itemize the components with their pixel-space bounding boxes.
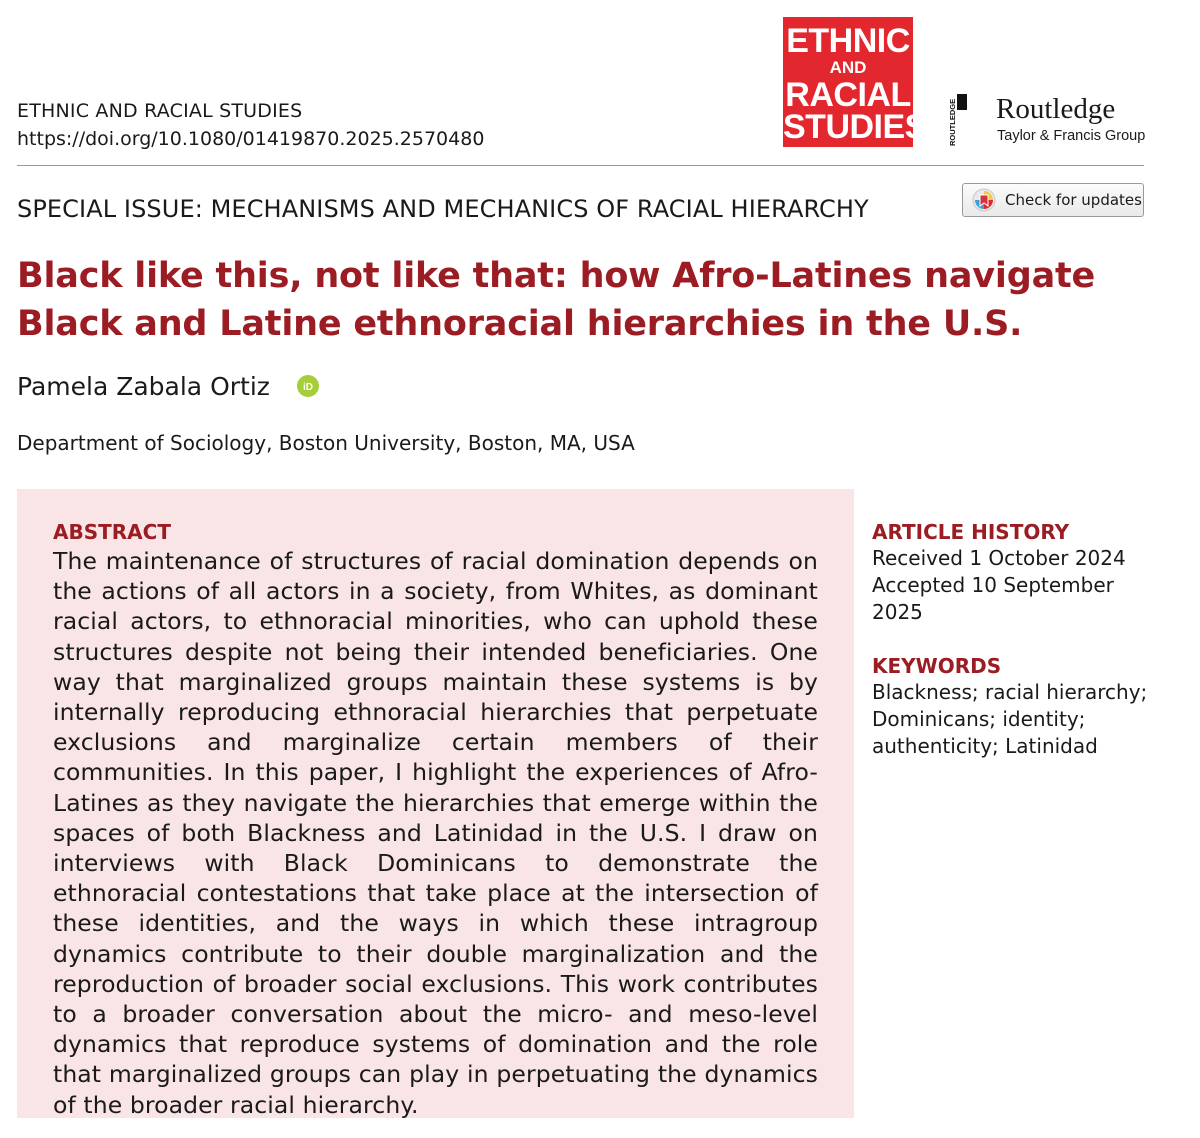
logo-line-studies: STUDIES — [783, 108, 927, 146]
special-issue-label: SPECIAL ISSUE: MECHANISMS AND MECHANICS OF RACIAL HIERARCHY — [17, 195, 869, 223]
accepted-date: Accepted 10 September 2025 — [872, 573, 1114, 624]
journal-logo — [783, 17, 927, 147]
abstract-text: The maintenance of structures of racial domination depends on the actions of all actors in a society, from Whites, as dominant racial actors, to ethnoracial minorities, who can uphold these structures despite not being their intended beneficiaries. One way that marginalized groups maintain these systems is by internally reproducing ethnoracial hierarchies that perpetuate exclusions and marginalize certain members of their communities. In this paper, I highlight the experiences of Afro-Latines as they navigate the hierarchies that emerge within the spaces of both Blackness and Latinidad in the U.S. I draw on interviews with Black Dominicans to demonstrate the ethnoracial contestations that take place at the intersection of these identities, and the ways in which these intragroup dynamics contribute to their double marginalization and the reproduction of broader social exclusions. This work contributes to a broader conversation about the micro- and meso-level dynamics that reproduce systems of domination and the role that marginalized groups can play in perpetuating the dynamics of the broader racial hierarchy. — [53, 547, 818, 1119]
publisher-vertical-label: ROUTLEDGE — [948, 98, 957, 146]
orcid-icon[interactable] — [297, 375, 319, 397]
affiliation: Department of Sociology, Boston University, Boston, MA, USA — [17, 431, 635, 455]
journal-name: ETHNIC AND RACIAL STUDIES — [17, 100, 303, 122]
publisher-name: Routledge — [996, 93, 1116, 125]
logo-line-racial: RACIAL — [785, 76, 911, 114]
keywords-list: Blackness; racial hierarchy; Dominicans; identity; authenticity; Latinidad — [872, 680, 1148, 758]
orcid-label: iD — [303, 382, 313, 393]
keywords-heading: KEYWORDS — [872, 654, 1002, 678]
logo-line-and: AND — [829, 58, 867, 77]
article-title: Black like this, not like that: how Afro-Latines navigate Black and Latine ethnoracial hierarchies in the U.S. — [17, 256, 1096, 344]
header-divider — [17, 165, 1144, 166]
publisher-group: Taylor & Francis Group — [997, 128, 1146, 144]
received-date: Received 1 October 2024 — [872, 546, 1126, 570]
author-name[interactable]: Pamela Zabala Ortiz — [17, 372, 270, 401]
doi-link[interactable]: https://doi.org/10.1080/01419870.2025.2570480 — [17, 128, 485, 150]
check-for-updates-button[interactable] — [962, 183, 1144, 217]
check-updates-label: Check for updates — [1005, 191, 1142, 209]
logo-line-ethnic: ETHNIC — [786, 22, 910, 60]
routledge-logo-icon — [947, 94, 967, 146]
check-updates-icon — [972, 188, 996, 212]
article-history-heading: ARTICLE HISTORY — [872, 520, 1070, 544]
abstract-heading: ABSTRACT — [53, 520, 171, 544]
